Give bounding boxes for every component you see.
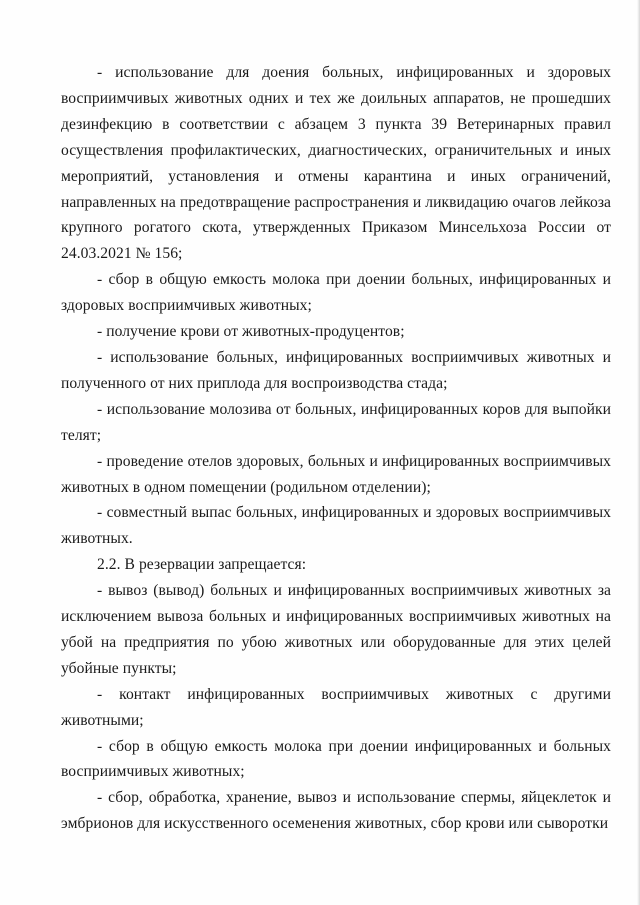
- paragraph-milk-collection: - сбор в общую емкость молока при доении больных, инфицированных и здоровых восприимчивых животных;: [61, 271, 611, 315]
- paragraph-animal-contact: - контакт инфицированных восприимчивых животных с другими животными;: [61, 685, 611, 729]
- paragraph-animal-removal: - вывоз (вывод) больных и инфицированных восприимчивых животных за исключением вывоза больных и инфицированных восприимчивых животных на убой на предприятия по убою животных или оборудованные для этих целей убойные пункты;: [61, 582, 611, 677]
- paragraph-sperm-embryo-collection: - сбор, обработка, хранение, вывоз и использование спермы, яйцеклеток и эмбрионов для искусственного осеменения животных, сбор крови или сыворотки: [61, 789, 611, 833]
- paragraph-colostrum-use: - использование молозива от больных, инфицированных коров для выпойки телят;: [61, 400, 611, 444]
- paragraph-blood-collection: - получение крови от животных-продуцентов;: [97, 323, 405, 341]
- document-body: [61, 60, 611, 837]
- paragraph-milking-equipment: - использование для доения больных, инфицированных и здоровых восприимчивых животных одних и тех же доильных аппаратов, не прошедших дезинфекцию в соответствии с абзацем 3 пункта 39 Ветеринарных правил осуществления профилактических, диагностических, ограничительных и иных мероприятий, установления и отмены карантина и иных ограничений, направленных на предотвращение распространения и ликвидацию очагов лейкоза крупного рогатого скота, утвержденных Приказом Минсельхоза России от 24.03.2021 № 156;: [61, 64, 611, 263]
- paragraph-infected-milk-collection: - сбор в общую емкость молока при доении инфицированных и больных восприимчивых животных;: [61, 737, 611, 781]
- section-heading-2-2: 2.2. В резервации запрещается:: [97, 556, 307, 574]
- paragraph-herd-reproduction: - использование больных, инфицированных восприимчивых животных и полученного от них приплода для воспроизводства стада;: [61, 348, 611, 392]
- paragraph-joint-grazing: - совместный выпас больных, инфицированных и здоровых восприимчивых животных.: [61, 504, 611, 548]
- paragraph-calving: - проведение отелов здоровых, больных и инфицированных восприимчивых животных в одном помещении (родильном отделении);: [61, 452, 611, 496]
